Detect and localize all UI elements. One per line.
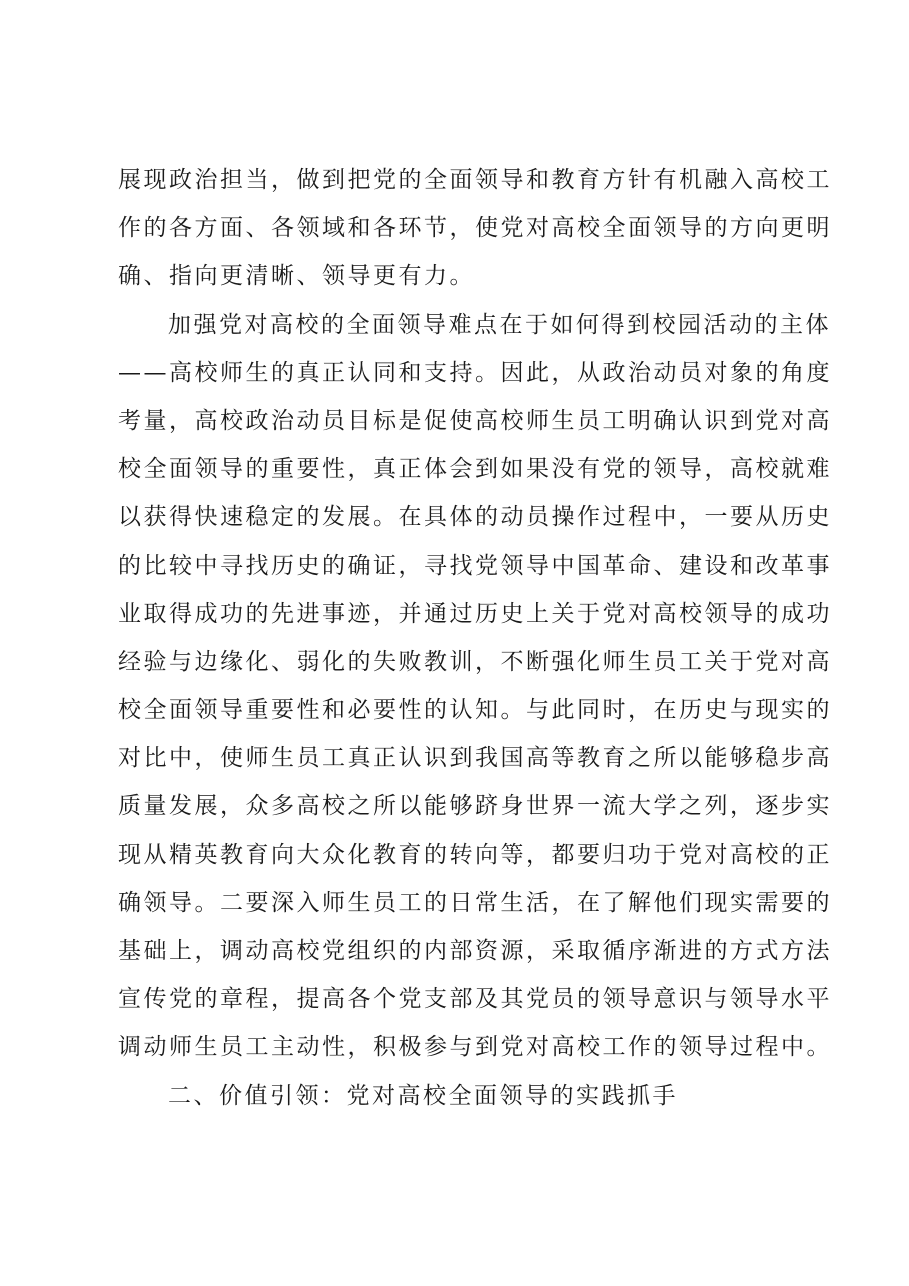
text-line: 考量，高校政治动员目标是促使高校师生员工明确认识到党对高 bbox=[118, 407, 832, 434]
heading-line: 二、价值引领：党对高校全面领导的实践抓手 bbox=[168, 1082, 678, 1109]
section-heading bbox=[118, 1072, 818, 1120]
document-page bbox=[118, 156, 832, 1120]
text-line: 经验与边缘化、弱化的失败教训，不断强化师生员工关于党对高 bbox=[118, 648, 832, 675]
text-line: 加强党对高校的全面领导难点在于如何得到校园活动的主体 bbox=[168, 311, 831, 338]
text-line: 调动师生员工主动性，积极参与到党对高校工作的领导过程中。 bbox=[118, 1034, 832, 1061]
text-line: 校全面领导重要性和必要性的认知。与此同时，在历史与现实的 bbox=[118, 697, 832, 724]
text-line: 的比较中寻找历史的确证，寻找党领导中国革命、建设和改革事 bbox=[118, 552, 832, 579]
text-line: 以获得快速稳定的发展。在具体的动员操作过程中，一要从历史 bbox=[118, 504, 832, 531]
text-line: 业取得成功的先进事迹，并通过历史上关于党对高校领导的成功 bbox=[118, 600, 832, 627]
text-line: 作的各方面、各领域和各环节，使党对高校全面领导的方向更明 bbox=[118, 215, 832, 242]
text-line: 基础上，调动高校党组织的内部资源，采取循序渐进的方式方法 bbox=[118, 938, 832, 964]
text-line: 宣传党的章程，提高各个党支部及其党员的领导意识与领导水平 bbox=[118, 986, 832, 1013]
text-line: 校全面领导的重要性，真正体会到如果没有党的领导，高校就难 bbox=[118, 456, 832, 483]
paragraph-body bbox=[118, 301, 832, 1072]
text-line: 确领导。二要深入师生员工的日常生活，在了解他们现实需要的 bbox=[118, 889, 832, 916]
paragraph-continuation bbox=[118, 156, 832, 301]
text-line: 质量发展，众多高校之所以能够跻身世界一流大学之列，逐步实 bbox=[118, 793, 832, 820]
text-line: 对比中，使师生员工真正认识到我国高等教育之所以能够稳步高 bbox=[118, 745, 832, 772]
text-line: 确、指向更清晰、领导更有力。 bbox=[118, 263, 475, 290]
text-line: ——高校师生的真正认同和支持。因此，从政治动员对象的角度 bbox=[118, 359, 832, 386]
text-line: 展现政治担当，做到把党的全面领导和教育方针有机融入高校工 bbox=[118, 167, 832, 193]
text-line: 现从精英教育向大众化教育的转向等，都要归功于党对高校的正 bbox=[118, 841, 832, 868]
